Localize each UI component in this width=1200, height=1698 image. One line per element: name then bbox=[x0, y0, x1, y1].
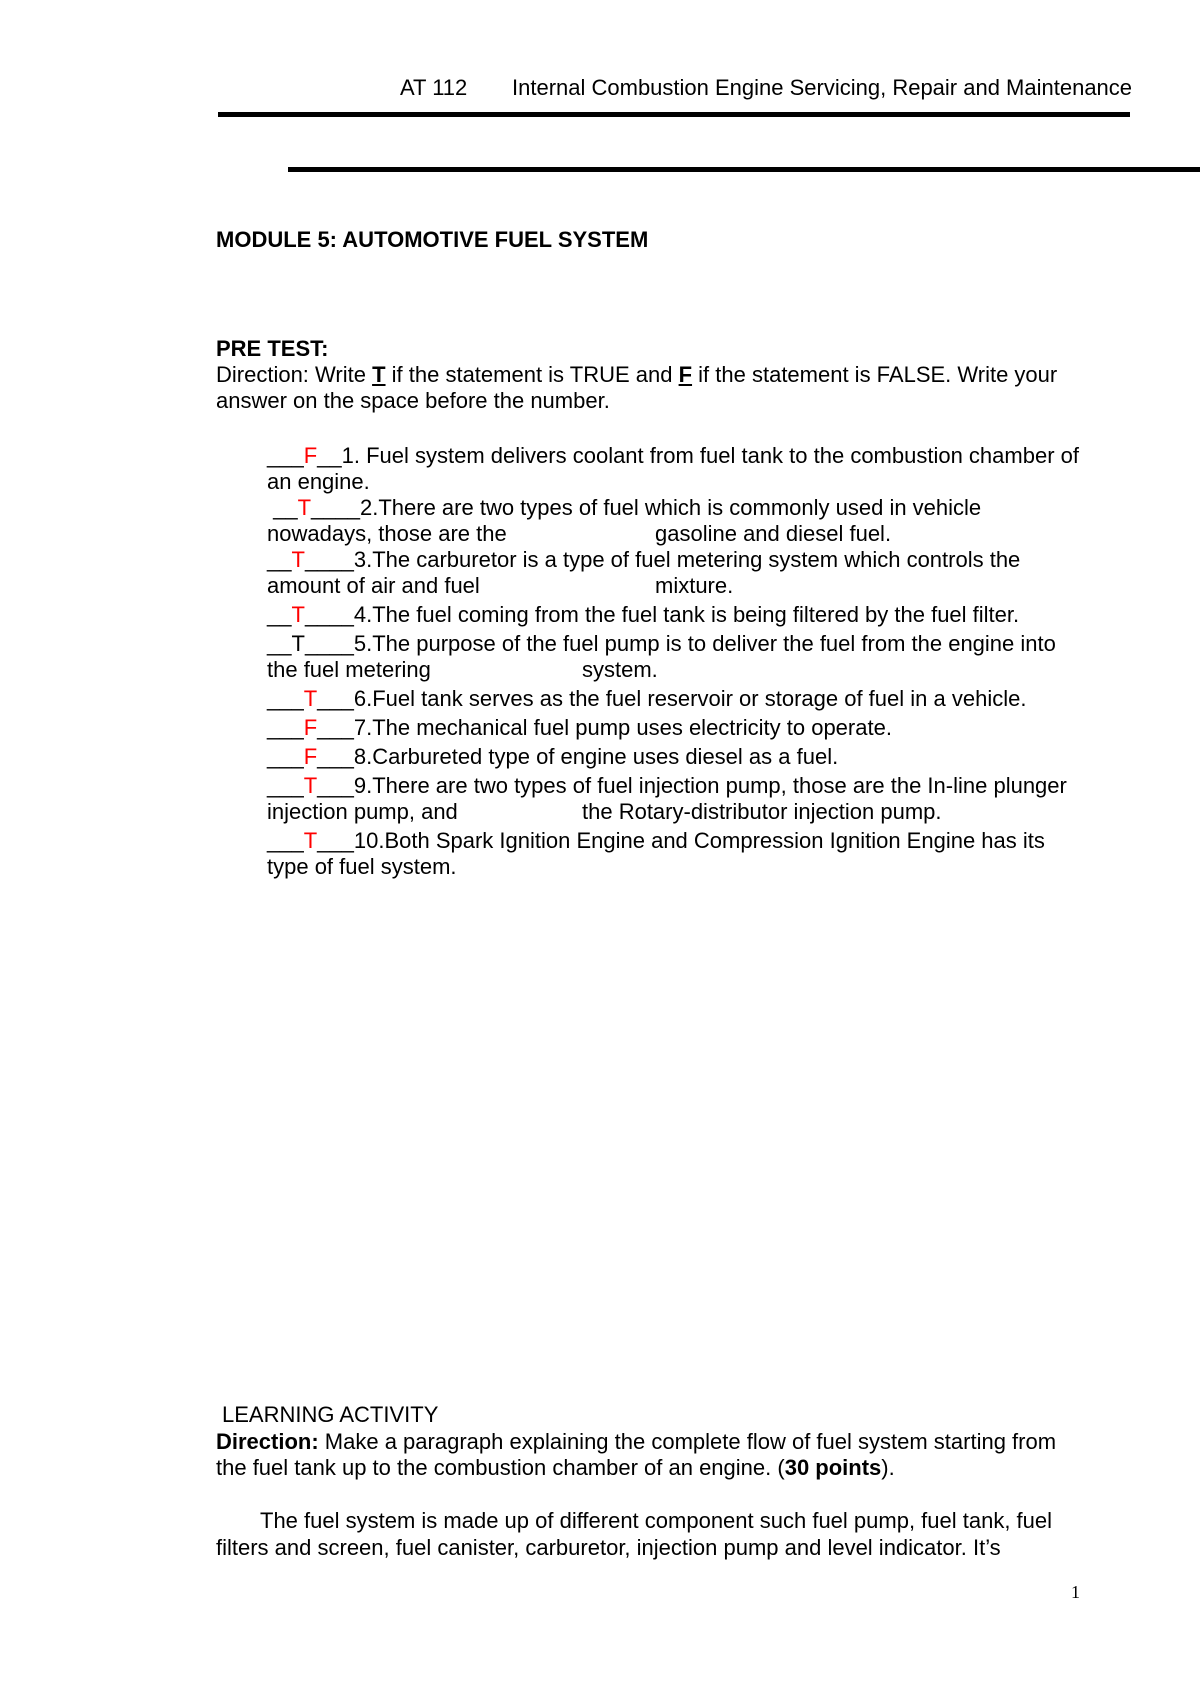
item-continuation-text: the fuel metering bbox=[267, 657, 431, 682]
direction-mid: if the statement is TRUE and bbox=[385, 362, 679, 387]
item-continuation-text: nowadays, those are the bbox=[267, 521, 507, 546]
false-mark: F bbox=[678, 362, 693, 387]
activity-direction-line2 bbox=[216, 1455, 1056, 1482]
activity-direction bbox=[216, 1429, 1056, 1456]
learning-activity-heading: LEARNING ACTIVITY bbox=[222, 1402, 439, 1427]
true-mark: T bbox=[372, 362, 386, 387]
item-line bbox=[267, 547, 1079, 573]
direction-tail: if the statement is FALSE. Write your bbox=[692, 362, 1058, 387]
item-continuation-tab-text: the Rotary-distributor injection pump. bbox=[582, 799, 942, 824]
header-rule bbox=[218, 112, 1130, 117]
page-number: 1 bbox=[1071, 1582, 1080, 1602]
answer-blank-lead: ___ bbox=[267, 715, 304, 740]
item-line bbox=[267, 443, 1079, 469]
direction-lead: Direction: Write bbox=[216, 362, 373, 387]
item-continuation-tab-text: system. bbox=[582, 657, 658, 682]
item-statement: ___10.Both Spark Ignition Engine and Compression Ignition Engine has its bbox=[317, 828, 1045, 853]
item-line bbox=[267, 686, 1079, 712]
pretest-direction-line2: answer on the space before the number. bbox=[216, 388, 610, 413]
item-statement: __1. Fuel system delivers coolant from fuel tank to the combustion chamber of bbox=[317, 443, 1079, 468]
item-line bbox=[267, 744, 1079, 770]
item-continuation-tab-text: mixture. bbox=[655, 573, 734, 598]
activity-points: 30 points bbox=[784, 1455, 882, 1480]
item-continuation-text: an engine. bbox=[267, 469, 370, 494]
pretest-item-6 bbox=[267, 686, 1079, 712]
pretest-item-5 bbox=[267, 631, 1079, 683]
item-statement: ____2.There are two types of fuel which is commonly used in vehicle bbox=[311, 495, 982, 520]
answer-blank-lead: ___ bbox=[267, 686, 304, 711]
activity-direction-text: Make a paragraph explaining the complete flow of fuel system starting from bbox=[318, 1428, 1057, 1454]
item-answer: T bbox=[291, 547, 305, 572]
item-continuation bbox=[267, 469, 1079, 495]
answer-paragraph-line: The fuel system is made up of different component such fuel pump, fuel tank, fuel bbox=[260, 1508, 1053, 1533]
item-line bbox=[267, 773, 1079, 799]
item-line bbox=[267, 715, 1079, 741]
item-answer: T bbox=[303, 828, 318, 853]
pretest-item-4 bbox=[267, 602, 1079, 628]
item-line bbox=[267, 828, 1079, 854]
item-continuation bbox=[267, 521, 1079, 547]
item-answer: T bbox=[303, 686, 318, 711]
item-line bbox=[267, 602, 1079, 628]
answer-paragraph-line: filters and screen, fuel canister, carburetor, injection pump and level indicator. It’s bbox=[216, 1534, 1001, 1560]
header-rule-secondary bbox=[288, 167, 1200, 172]
item-continuation bbox=[267, 657, 1079, 683]
pretest-item-8 bbox=[267, 744, 1079, 770]
answer-blank-lead: ___ bbox=[267, 744, 304, 769]
pretest-section bbox=[216, 336, 1057, 414]
item-answer: T bbox=[303, 773, 318, 798]
item-statement: ____4.The fuel coming from the fuel tank is being filtered by the fuel filter. bbox=[304, 602, 1020, 627]
pretest-item-2 bbox=[267, 495, 1079, 547]
item-answer: T bbox=[297, 495, 312, 520]
item-answer: T bbox=[291, 602, 305, 627]
pretest-heading: PRE TEST: bbox=[216, 336, 329, 361]
pretest-item-3 bbox=[267, 547, 1079, 599]
answer-blank-lead: __ bbox=[267, 495, 298, 520]
item-statement: ____5.The purpose of the fuel pump is to deliver the fuel from the engine into bbox=[304, 631, 1056, 656]
item-continuation bbox=[267, 573, 1079, 599]
item-continuation-text: type of fuel system. bbox=[267, 854, 457, 879]
item-line bbox=[267, 495, 1079, 521]
module-title: MODULE 5: AUTOMOTIVE FUEL SYSTEM bbox=[216, 227, 649, 252]
item-line bbox=[267, 631, 1079, 657]
item-answer: F bbox=[303, 443, 318, 468]
activity-direction-text-end: ). bbox=[881, 1455, 895, 1480]
answer-blank-lead: __ bbox=[267, 602, 292, 627]
activity-direction-text: the fuel tank up to the combustion chamber of an engine. ( bbox=[216, 1455, 785, 1480]
answer-blank-lead: __ bbox=[267, 631, 292, 656]
learning-activity-section bbox=[216, 1402, 1056, 1561]
pretest-item-10 bbox=[267, 828, 1079, 880]
course-code: AT 112 bbox=[400, 75, 468, 100]
item-answer: F bbox=[303, 744, 318, 769]
item-answer: T bbox=[291, 631, 305, 656]
answer-blank-lead: ___ bbox=[267, 443, 304, 468]
answer-blank-lead: ___ bbox=[267, 773, 304, 798]
item-statement: ___7.The mechanical fuel pump uses electricity to operate. bbox=[317, 715, 892, 740]
activity-direction-label: Direction: bbox=[216, 1428, 319, 1454]
pretest-item-9 bbox=[267, 773, 1079, 825]
blank-line bbox=[216, 1482, 1056, 1509]
item-answer: F bbox=[303, 715, 318, 740]
answer-blank-lead: ___ bbox=[267, 828, 304, 853]
item-continuation-text: injection pump, and bbox=[267, 799, 458, 824]
item-continuation bbox=[267, 799, 1079, 825]
item-statement: ___6.Fuel tank serves as the fuel reservoir or storage of fuel in a vehicle. bbox=[317, 686, 1027, 711]
answer-blank-lead: __ bbox=[267, 547, 292, 572]
pretest-direction bbox=[216, 362, 1057, 388]
item-continuation-text: amount of air and fuel bbox=[267, 573, 480, 598]
item-statement: ___8.Carbureted type of engine uses diesel as a fuel. bbox=[317, 744, 839, 769]
pretest-item-7 bbox=[267, 715, 1079, 741]
pretest-items bbox=[267, 443, 1079, 880]
item-continuation bbox=[267, 854, 1079, 880]
item-continuation-tab-text: gasoline and diesel fuel. bbox=[655, 521, 892, 546]
course-title: Internal Combustion Engine Servicing, Repair and Maintenance bbox=[512, 75, 1133, 100]
item-statement: ____3.The carburetor is a type of fuel metering system which controls the bbox=[304, 547, 1021, 572]
item-statement: ___9.There are two types of fuel injection pump, those are the In-line plunger bbox=[317, 773, 1067, 798]
pretest-item-1 bbox=[267, 443, 1079, 495]
